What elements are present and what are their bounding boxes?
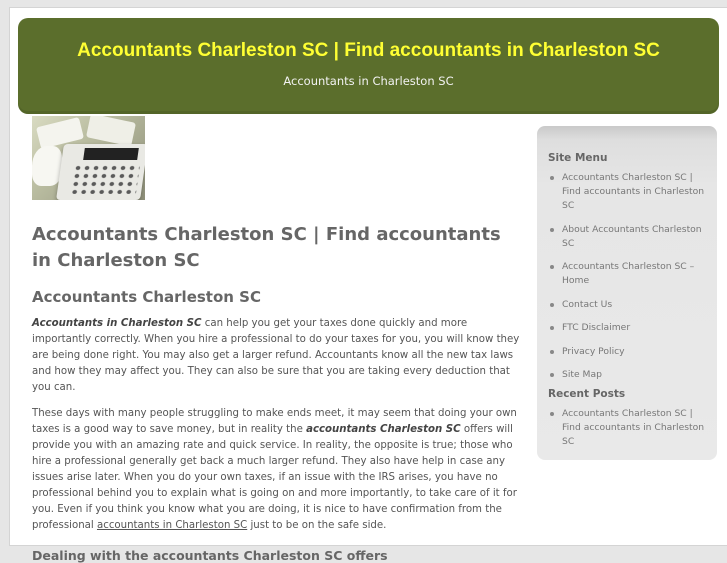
section-title: Accountants Charleston SC	[32, 288, 261, 306]
calculator-image	[32, 116, 145, 200]
main-content	[32, 116, 520, 563]
sidebar	[537, 126, 717, 460]
accountants-link[interactable]: accountants in Charleston SC	[96, 520, 248, 531]
paragraph-2	[32, 406, 520, 534]
menu-item-home-post[interactable]: Accountants Charleston SC | Find accountants in Charleston SC	[548, 171, 714, 213]
site-menu-list	[548, 171, 714, 392]
recent-posts-list	[548, 407, 714, 449]
paragraph-1-text: can help you get your taxes done quickly and more importantly correctly. When you hire a professional to do your taxes for you, you will know they are being done right. You may also get a larger refund. Accountants know all the new tax laws and how they may affect you. They can also be sure that you are taking every deduction that you can.	[32, 318, 520, 393]
site-menu-title: Site Menu	[548, 152, 608, 164]
paragraph-2-text-middle: offers will provide you with an amazing rate and quick service. In reality, the opposite is true; those who hire a professional generally get back a much larger refund. They also have help in case any issues arise later. When you do your own taxes, if an issue with the IRS arises, you have no professional behind you to explain what is going on and more importantly, to take care of it for you. Even if you think you know what you are doing, it is nice to have confirmation from the professional	[32, 424, 517, 531]
paragraph-1	[32, 316, 520, 396]
paragraph-1-bold: Accountants in Charleston SC	[32, 318, 202, 329]
subheading: Dealing with the accountants Charleston SC offers	[32, 548, 388, 563]
page	[10, 8, 727, 563]
site-description: Accountants in Charleston SC	[283, 74, 454, 88]
paragraph-2-text-end: just to be on the safe side.	[247, 520, 387, 531]
menu-item-privacy-policy[interactable]: Privacy Policy	[548, 345, 714, 359]
menu-item-about[interactable]: About Accountants Charleston SC	[548, 223, 714, 251]
menu-item-site-map[interactable]: Site Map	[548, 368, 714, 382]
site-title[interactable]: Accountants Charleston SC | Find accountants in Charleston SC	[77, 40, 660, 61]
site-header	[18, 18, 719, 114]
menu-item-ftc-disclaimer[interactable]: FTC Disclaimer	[548, 321, 714, 335]
post-title: Accountants Charleston SC | Find accountants in Charleston SC	[32, 224, 501, 271]
recent-post-item[interactable]: Accountants Charleston SC | Find accountants in Charleston SC	[548, 407, 714, 449]
paragraph-2-bold: accountants Charleston SC	[306, 424, 461, 435]
menu-item-contact[interactable]: Contact Us	[548, 298, 714, 312]
paragraph-2-text-start: These days with many people struggling to make ends meet, it may seem that doing your own taxes is a good way to save money, but in reality the	[32, 408, 517, 435]
menu-item-home[interactable]: Accountants Charleston SC – Home	[548, 260, 714, 288]
recent-posts-title: Recent Posts	[548, 388, 626, 400]
